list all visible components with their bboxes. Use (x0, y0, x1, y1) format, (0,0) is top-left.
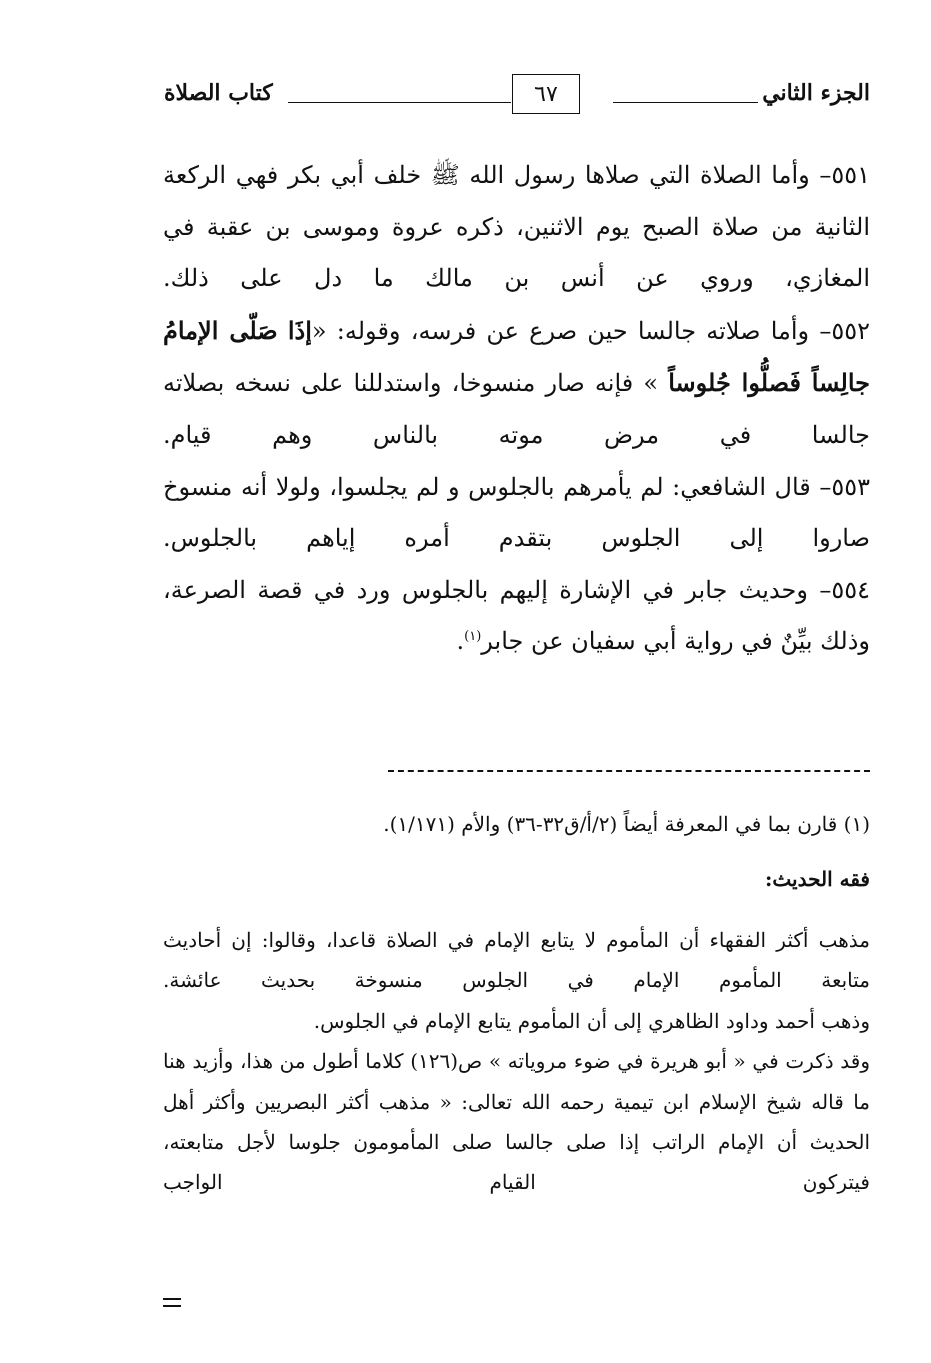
hadith-quote-start: إذَا (287, 315, 312, 345)
text-line: الركعة الثانية من صلاة الصبح يوم الاثنين، ذكره عروة وموسى بن عقبة (163, 161, 870, 241)
text-line: وذهب أحمد وداود الظاهري إلى أن المأموم يتابع الإمام في الجلوس. (313, 1008, 870, 1033)
text-line: ٥٥٣– قال الشافعي: لم يأمرهم بالجلوس و لم يجلسوا، ولولا أنه (240, 472, 870, 501)
text-line: جالسا صلى المأمومون جلوسا لأجل متابعته، فيتركون القيام الواجب (163, 1130, 870, 1195)
fiqh-section (163, 920, 870, 1203)
text-line: في المغازي، وروي عن أنس بن مالك ما دل على ذلك. (163, 212, 870, 293)
book-title: كتاب الصلاة (164, 80, 273, 106)
text-line: ٥٥٤– وحديث جابر في الإشارة إليهم بالجلوس ورد في قصة (257, 575, 870, 604)
header-rule-left (288, 102, 511, 103)
main-text (163, 150, 870, 668)
fiqh-paragraph-3 (163, 1041, 870, 1203)
text-line: من هذا، وأزيد هنا ما قاله شيخ الإسلام ابن تيمية رحمه الله تعالى: (163, 1049, 870, 1114)
text-line: وقد ذكرت في « أبو هريرة في ضوء مروياته » ص(١٢٦) كلاما أطول (312, 1049, 870, 1074)
page-header (150, 70, 870, 122)
footnote-marker[interactable]: (١) (464, 629, 482, 645)
paragraph-552 (163, 305, 870, 462)
text-line: ٥٥٢– وأما صلاته جالسا حين صرع عن فرسه، وقوله: « (311, 316, 870, 345)
paragraph-551 (163, 150, 870, 305)
text-line: « مذهب أكثر البصريين وأكثر أهل الحديث أن الإمام الراتب إذا صلى (163, 1089, 871, 1155)
page-number: ٦٧ (512, 74, 580, 114)
paragraph-553 (163, 462, 870, 565)
text-line: ٥٥١– وأما الصلاة التي صلاها رسول الله ﷺ خلف أبي بكر فهي (235, 161, 870, 189)
footnote-separator (388, 770, 870, 772)
hadith-quote: صَلّى الإمامُ جالِساً فَصلُّوا جُلوساً (163, 315, 870, 398)
text-line: الصرعة، وذلك بيِّنٌ في رواية أبي سفيان عن جابر (163, 575, 870, 656)
text-line: . (456, 627, 465, 656)
part-title: الجزء الثاني (762, 80, 870, 106)
fiqh-paragraph-2 (163, 1001, 870, 1041)
header-rule-right (613, 102, 758, 103)
text-line: نسخه بصلاته جالسا في مرض موته بالناس وهم قيام. (163, 369, 870, 449)
text-line: إن أحاديث متابعة المأموم الإمام في الجلوس منسوخة بحديث عائشة. (163, 928, 870, 993)
text-line: » فإنه صار منسوخا، واستدللنا على (301, 369, 659, 398)
footnote: (١) قارن بما في المعرفة أيضاً (٢/أ/ق٣٢-٣٦) والأم (١/١٧١). (383, 812, 870, 836)
text-line: منسوخ صاروا إلى الجلوس بتقدم أمره إياهم بالجلوس. (163, 472, 870, 553)
continuation-mark (163, 1298, 181, 1312)
paragraph-554 (163, 565, 870, 668)
fiqh-paragraph-1 (163, 920, 870, 1001)
fiqh-heading: فقه الحديث: (764, 867, 870, 891)
text-line: مذهب أكثر الفقهاء أن المأموم لا يتابع الإمام في الصلاة قاعدا، وقالوا: (261, 928, 871, 952)
